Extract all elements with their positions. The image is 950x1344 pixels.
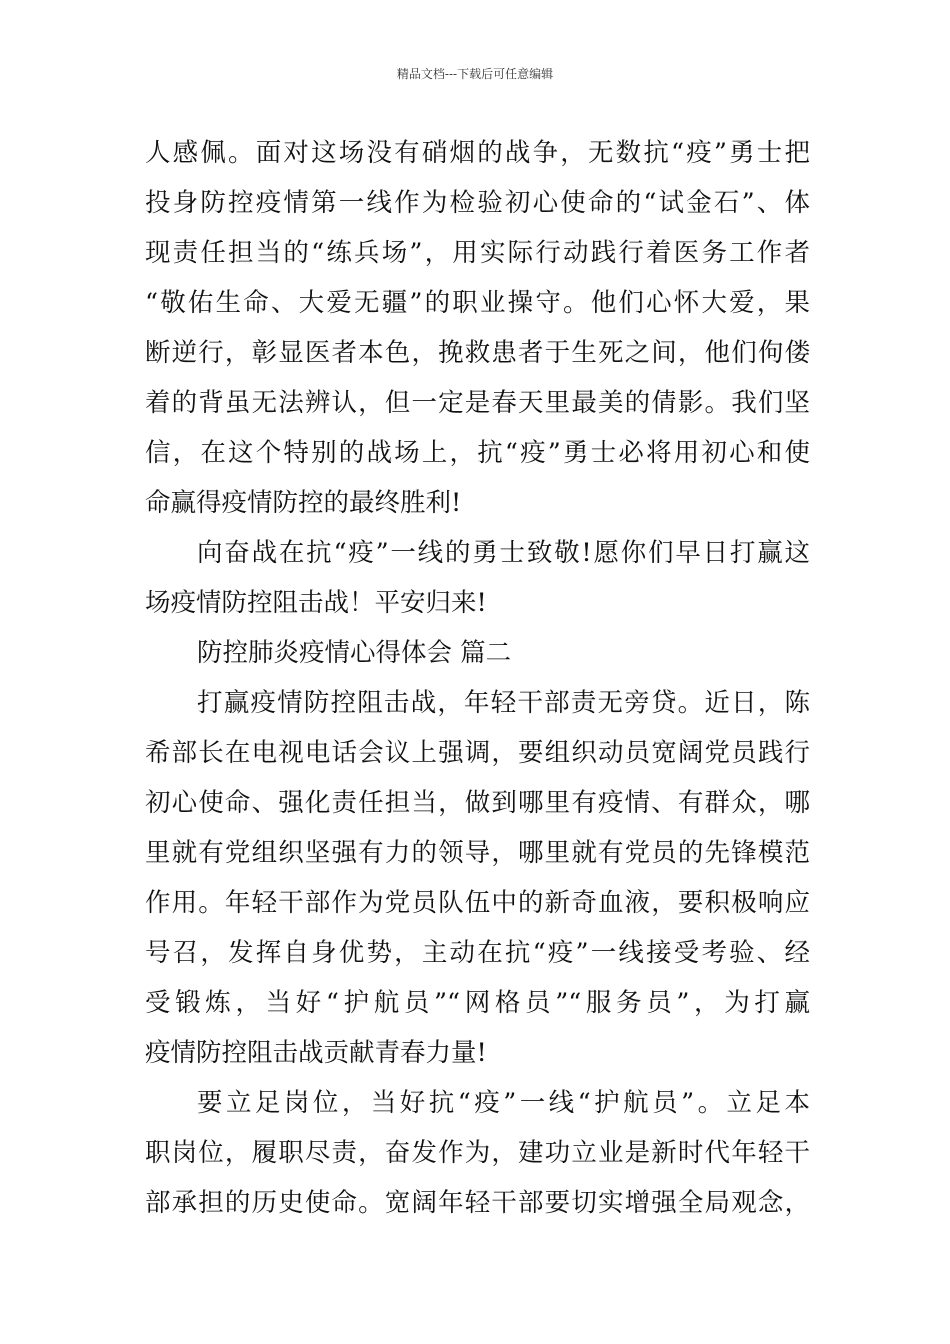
text-line: 受锻炼，当好“护航员”“网格员”“服务员”，为打赢 bbox=[145, 988, 810, 1018]
text-line: 信，在这个特别的战场上，抗“疫”勇士必将用初心和使 bbox=[145, 438, 810, 468]
text-line: 里就有党组织坚强有力的领导，哪里就有党员的先锋模范 bbox=[145, 838, 810, 868]
text-line: 断逆行，彰显医者本色，挽救患者于生死之间，他们佝偻 bbox=[145, 338, 810, 368]
text-line: 疫情防控阻击战贡献青春力量! bbox=[145, 1038, 487, 1068]
document-body bbox=[145, 128, 810, 1228]
text-line: 职岗位，履职尽责，奋发作为，建功立业是新时代年轻干 bbox=[145, 1138, 810, 1168]
text-line: 部承担的历史使命。宽阔年轻干部要切实增强全局观念， bbox=[145, 1188, 810, 1218]
text-line: 向奋战在抗“疫”一线的勇士致敬!愿你们早日打赢这 bbox=[197, 538, 810, 568]
text-line: 现责任担当的“练兵场”，用实际行动践行着医务工作者 bbox=[145, 238, 810, 268]
text-line: “敬佑生命、大爱无疆”的职业操守。他们心怀大爱，果 bbox=[145, 288, 810, 318]
text-line: 着的背虽无法辨认，但一定是春天里最美的倩影。我们坚 bbox=[145, 388, 810, 418]
text-line: 场疫情防控阻击战！平安归来! bbox=[145, 588, 487, 618]
text-line: 人感佩。面对这场没有硝烟的战争，无数抗“疫”勇士把 bbox=[145, 138, 810, 168]
text-line: 初心使命、强化责任担当，做到哪里有疫情、有群众，哪 bbox=[145, 788, 810, 818]
text-line: 防控肺炎疫情心得体会 篇二 bbox=[197, 638, 512, 668]
text-line: 作用。年轻干部作为党员队伍中的新奇血液，要积极响应 bbox=[145, 888, 810, 918]
text-line: 希部长在电视电话会议上强调，要组织动员宽阔党员践行 bbox=[145, 738, 810, 768]
text-line: 号召，发挥自身优势，主动在抗“疫”一线接受考验、经 bbox=[145, 938, 810, 968]
text-line: 打赢疫情防控阻击战，年轻干部责无旁贷。近日，陈 bbox=[197, 688, 810, 718]
page-header: 精品文档---下载后可任意编辑 bbox=[396, 67, 554, 81]
text-line: 投身防控疫情第一线作为检验初心使命的“试金石”、体 bbox=[145, 188, 810, 218]
text-line: 命赢得疫情防控的最终胜利! bbox=[145, 488, 462, 518]
text-line: 要立足岗位，当好抗“疫”一线“护航员”。立足本 bbox=[197, 1088, 810, 1118]
